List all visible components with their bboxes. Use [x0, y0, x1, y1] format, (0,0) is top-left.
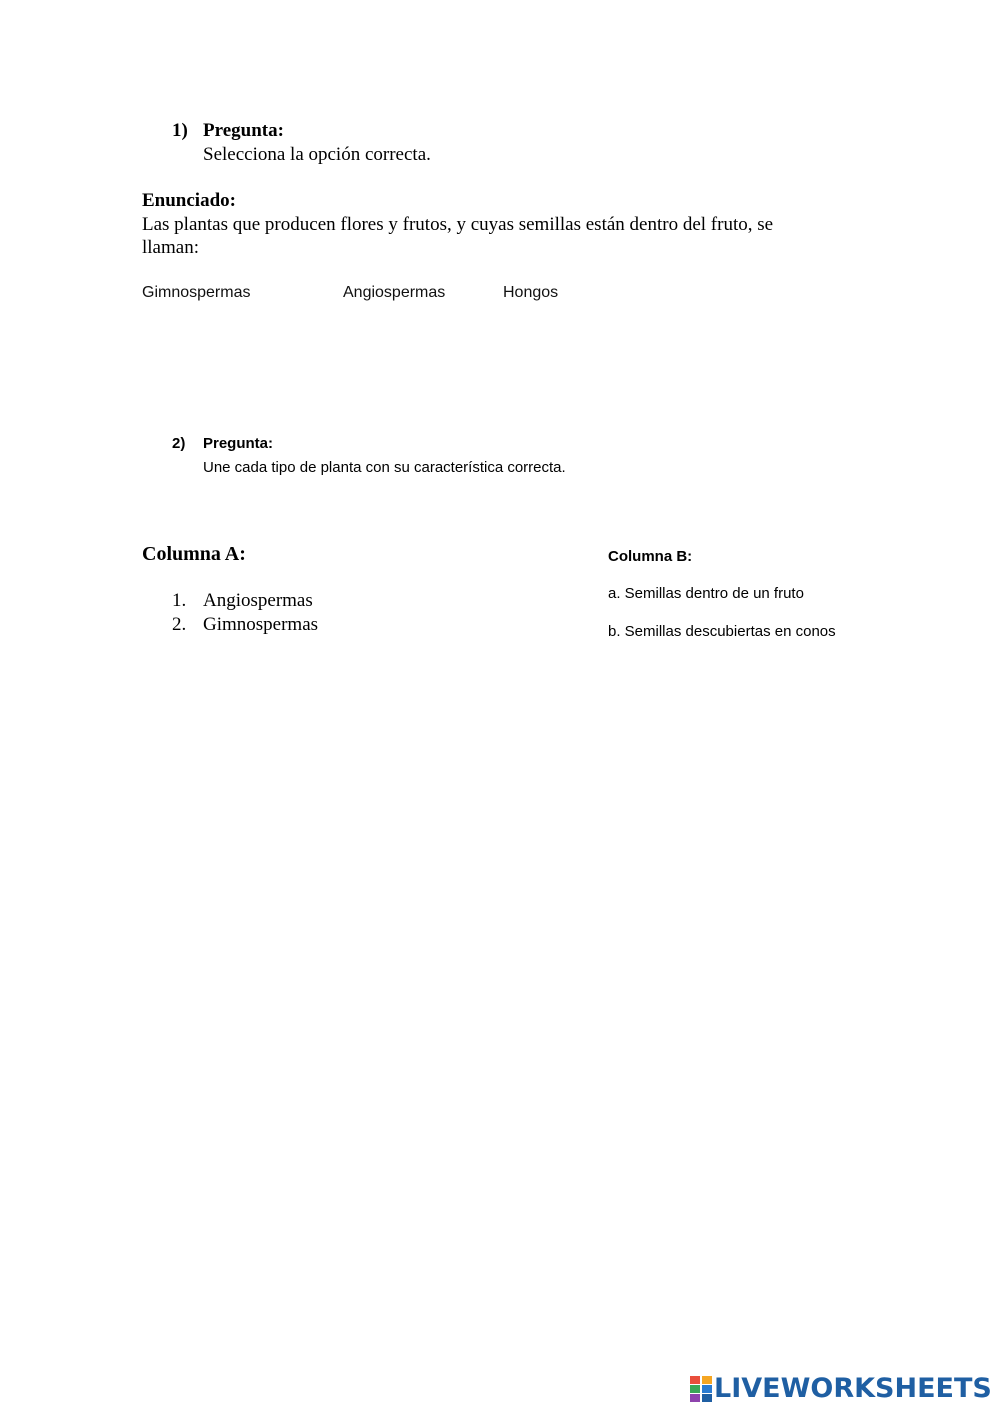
option-hongos[interactable]: Hongos	[503, 284, 559, 301]
column-a-item-gimnospermas[interactable]: Gimnospermas	[203, 614, 319, 635]
liveworksheets-logo[interactable]	[690, 1374, 992, 1404]
column-a-item-angiospermas[interactable]: Angiospermas	[203, 590, 313, 611]
column-b-item-a[interactable]: a. Semillas dentro de un fruto	[608, 585, 804, 602]
question-2-number: 2)	[172, 435, 186, 452]
column-b-item-b[interactable]: b. Semillas descubiertas en conos	[608, 623, 836, 640]
statement-title: Enunciado:	[142, 190, 236, 211]
liveworksheets-logo-text: LIVEWORKSHEETS	[714, 1373, 992, 1404]
column-a-item-number: 1.	[172, 590, 187, 611]
liveworksheets-logo-icon	[690, 1376, 712, 1402]
question-2-title: Pregunta:	[203, 435, 274, 452]
question-2-instruction: Une cada tipo de planta con su característica correcta.	[203, 459, 566, 476]
option-angiospermas[interactable]: Angiospermas	[343, 284, 446, 301]
question-1-instruction: Selecciona la opción correcta.	[203, 144, 431, 165]
column-a-item-number: 2.	[172, 614, 187, 635]
column-a-title: Columna A:	[142, 543, 246, 565]
statement-text: Las plantas que producen flores y frutos, y cuyas semillas están dentro del fruto, se llaman:	[142, 214, 774, 258]
question-1-number: 1)	[172, 120, 188, 141]
question-1-title: Pregunta:	[203, 120, 284, 141]
option-gimnospermas[interactable]: Gimnospermas	[142, 284, 251, 301]
column-b-title: Columna B:	[608, 548, 693, 565]
